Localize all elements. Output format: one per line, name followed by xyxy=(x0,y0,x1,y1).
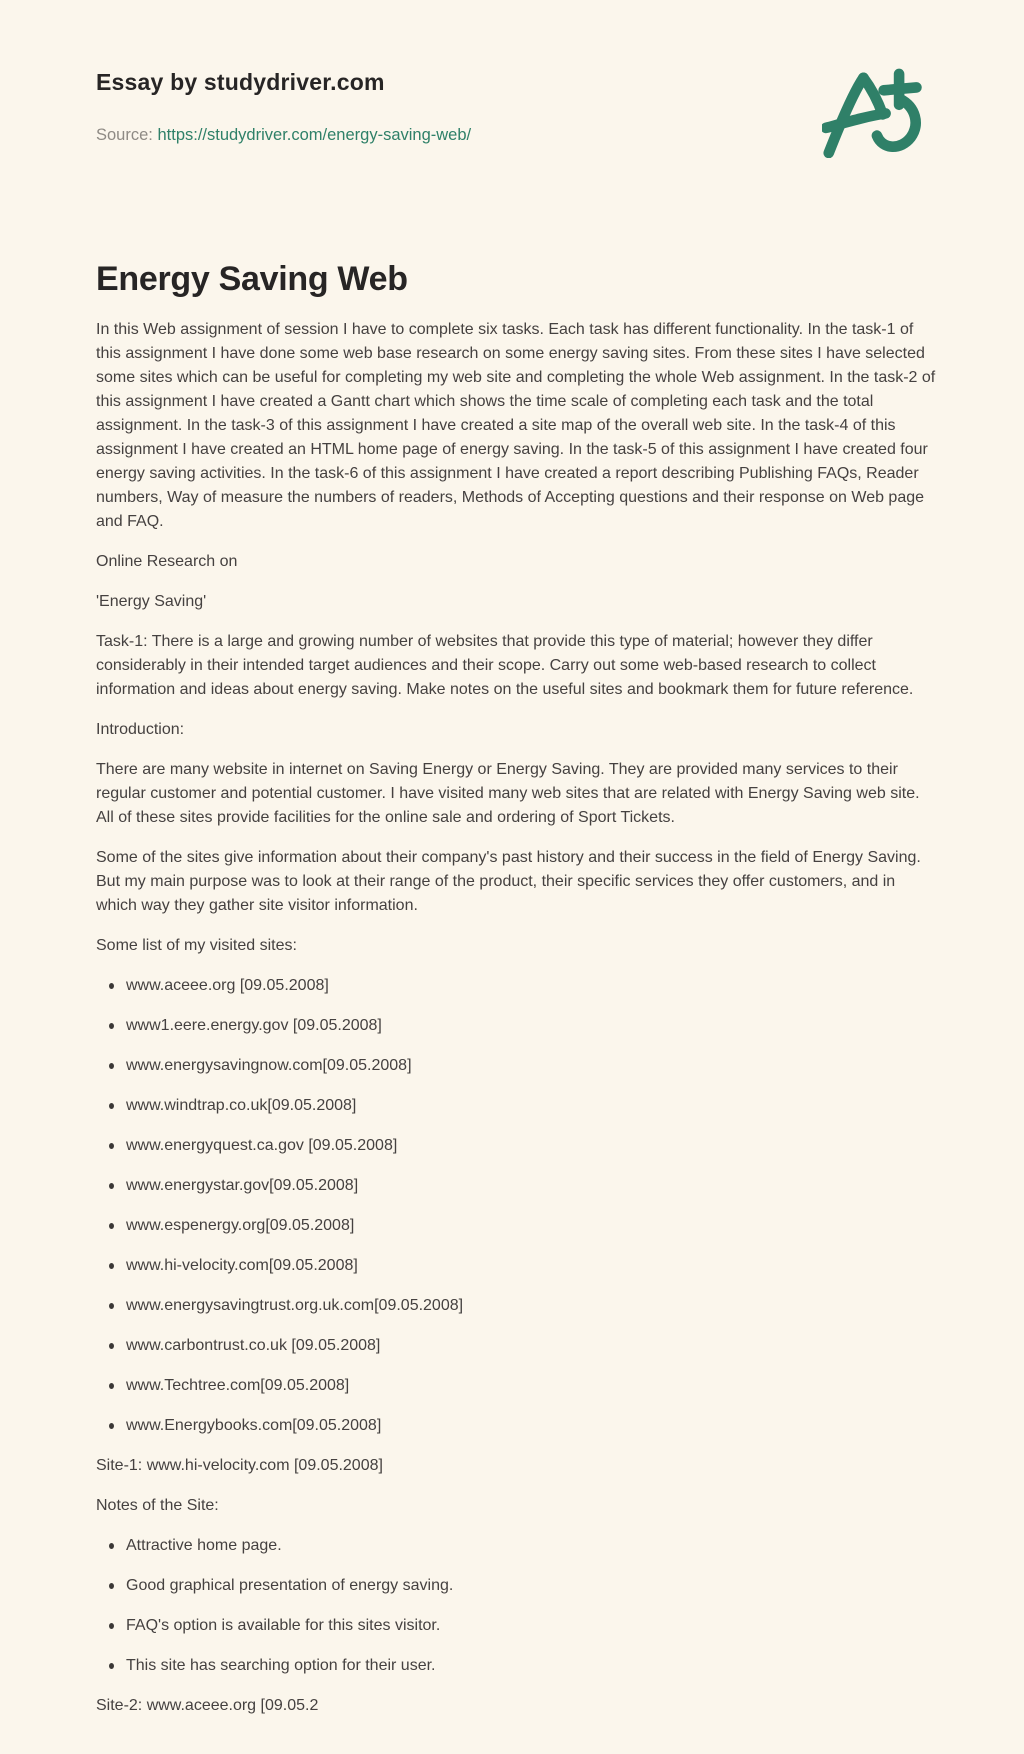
introduction-paragraph-1: There are many website in internet on Saving Energy or Energy Saving. They are provided many services to their regular customer and potential customer. I have visited many web sites that are related with Energy Saving web site. All of these sites provide facilities for the online sale and ordering of Sport Tickets. xyxy=(96,761,920,826)
source-line xyxy=(96,124,936,146)
task-1-paragraph: Task-1: There is a large and growing number of websites that provide this type of material; however they differ considerably in their intended target audiences and their scope. Carry out some web-based research to collect information and ideas about energy saving. Make notes on the useful sites and bookmark them for future reference. xyxy=(96,633,914,698)
list-item: www.energystar.gov[09.05.2008] xyxy=(96,1174,936,1198)
essay-title: Energy Saving Web xyxy=(96,260,408,298)
header-title: Essay by studydriver.com xyxy=(96,69,385,95)
list-item: www.carbontrust.co.uk [09.05.2008] xyxy=(96,1334,936,1358)
essay-body xyxy=(96,318,936,1718)
list-item: www.windtrap.co.uk[09.05.2008] xyxy=(96,1094,936,1118)
list-item: www.espenergy.org[09.05.2008] xyxy=(96,1214,936,1238)
list-item: FAQ's option is available for this sites visitor. xyxy=(96,1614,936,1638)
notes-heading: Notes of the Site: xyxy=(96,1497,219,1514)
site-2-heading: Site-2: www.aceee.org [09.05.2 xyxy=(96,1697,319,1714)
list-item: www1.eere.energy.gov [09.05.2008] xyxy=(96,1014,936,1038)
list-item: www.energysavingtrust.org.uk.com[09.05.2008] xyxy=(96,1294,936,1318)
list-item: Good graphical presentation of energy saving. xyxy=(96,1574,936,1598)
site-1-notes-list xyxy=(96,1534,936,1678)
list-item: Attractive home page. xyxy=(96,1534,936,1558)
list-item: www.Techtree.com[09.05.2008] xyxy=(96,1374,936,1398)
visited-sites-list xyxy=(96,974,936,1438)
intro-paragraph: In this Web assignment of session I have to complete six tasks. Each task has different functionality. In the task-1 of this assignment I have done some web base research on some energy saving sites. From these sites I have selected some sites which can be useful for completing my web site and completing the whole Web assignment. In the task-2 of this assignment I have created a Gantt chart which shows the time scale of completing each task and the total assignment. In the task-3 of this assignment I have created a site map of the overall web site. In the task-4 of this assignment I have created an HTML home page of energy saving. In the task-5 of this assignment I have created four energy saving activities. In the task-6 of this assignment I have created a report describing Publishing FAQs, Reader numbers, Way of measure the numbers of readers, Methods of Accepting questions and their response on Web page and FAQ. xyxy=(96,321,936,530)
list-item: www.energyquest.ca.gov [09.05.2008] xyxy=(96,1134,936,1158)
list-item: www.Energybooks.com[09.05.2008] xyxy=(96,1414,936,1438)
a-plus-logo-icon xyxy=(822,66,928,158)
list-item: www.hi-velocity.com[09.05.2008] xyxy=(96,1254,936,1278)
list-item: This site has searching option for their user. xyxy=(96,1654,936,1678)
page-header xyxy=(96,70,936,146)
list-item: www.aceee.org [09.05.2008] xyxy=(96,974,936,998)
introduction-heading: Introduction: xyxy=(96,721,185,738)
section-subheading: 'Energy Saving' xyxy=(96,593,207,610)
source-label: Source: xyxy=(96,126,153,144)
site-1-heading: Site-1: www.hi-velocity.com [09.05.2008] xyxy=(96,1457,383,1474)
section-heading: Online Research on xyxy=(96,553,238,570)
list-item: www.energysavingnow.com[09.05.2008] xyxy=(96,1054,936,1078)
introduction-paragraph-2: Some of the sites give information about their company's past history and their success in the field of Energy Saving. But my main purpose was to look at their range of the product, their specific services they offer customers, and in which way they gather site visitor information. xyxy=(96,849,921,914)
visited-sites-heading: Some list of my visited sites: xyxy=(96,937,297,954)
source-link[interactable]: https://studydriver.com/energy-saving-web/ xyxy=(157,126,472,144)
